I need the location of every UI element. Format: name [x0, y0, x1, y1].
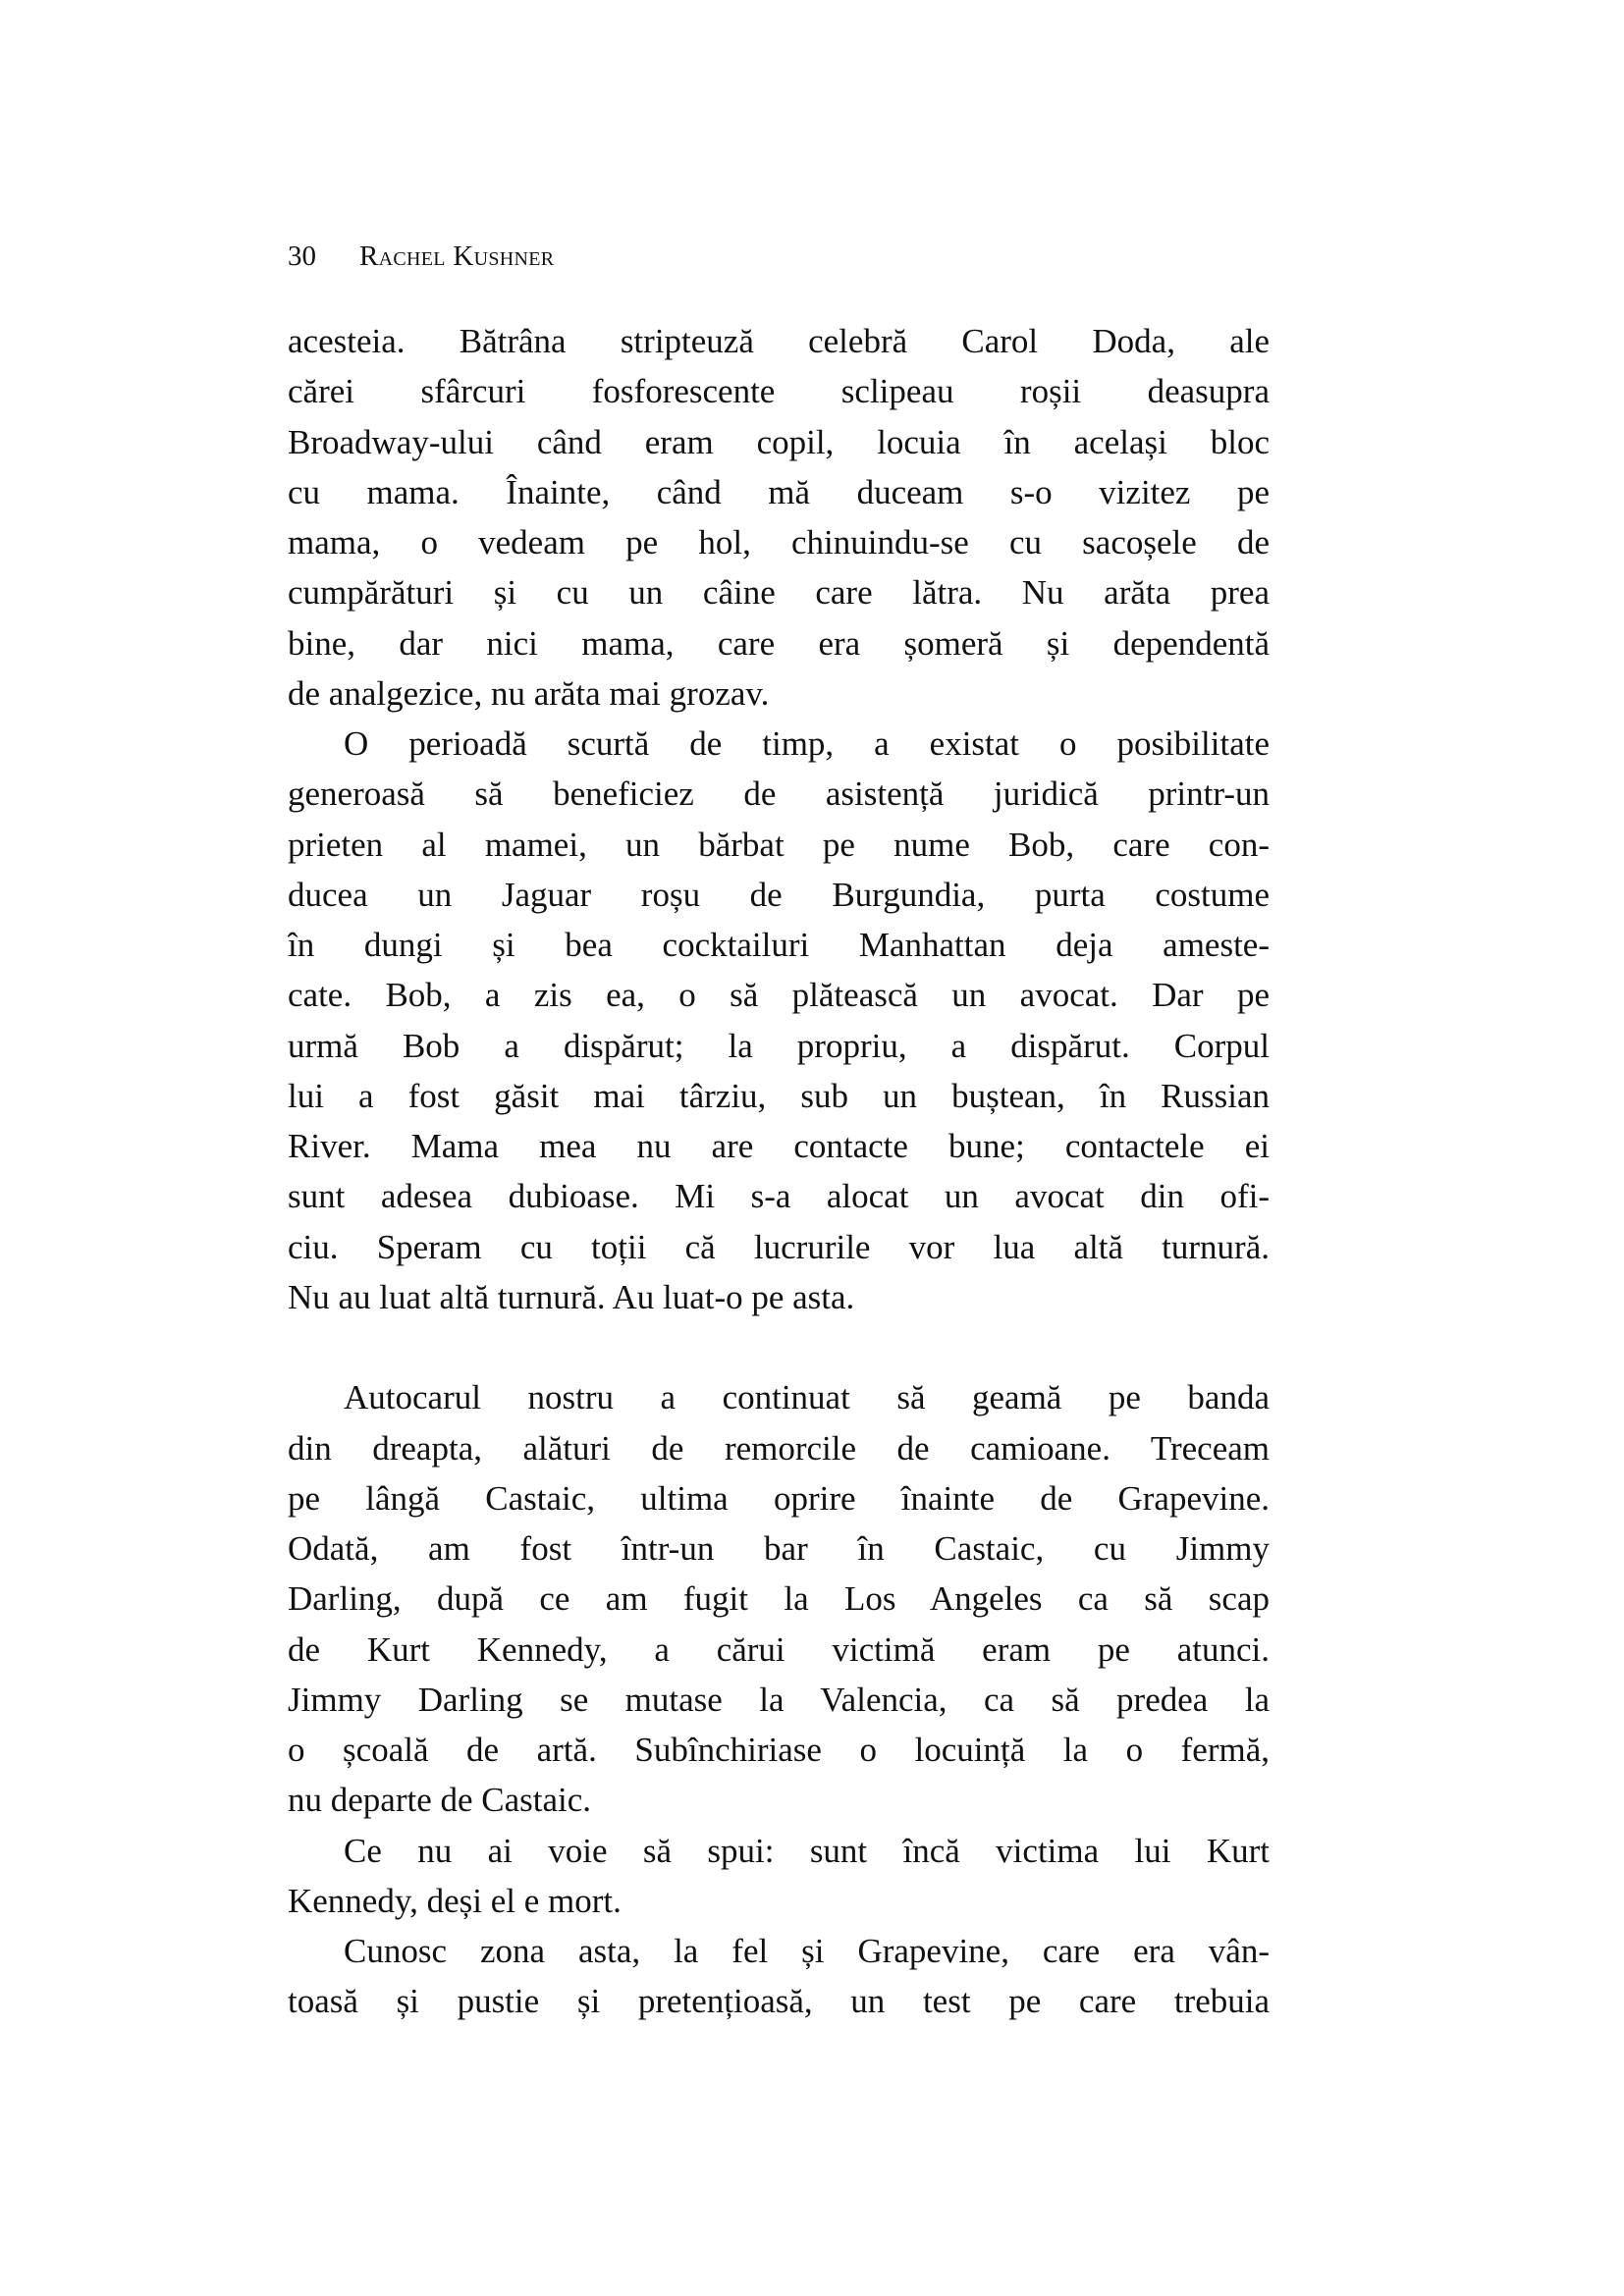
text-line: mama, o vedeam pe hol, chinuindu-se cu sacoșele de	[288, 523, 1270, 561]
text-line: River. Mama mea nu are contacte bune; contactele ei	[288, 1127, 1270, 1165]
section-break	[288, 1322, 1270, 1372]
text-line: Autocarul nostru a continuat să geamă pe banda	[344, 1378, 1270, 1417]
text-line: Ce nu ai voie să spui: sunt încă victima lui Kurt	[344, 1831, 1270, 1870]
text-line: în dungi și bea cocktailuri Manhattan deja ameste-	[288, 926, 1270, 964]
text-line: Cunosc zona asta, la fel și Grapevine, care era vân-	[344, 1932, 1270, 1970]
text-line: de Kurt Kennedy, a cărui victimă eram pe atunci.	[288, 1629, 1270, 1669]
running-head-author: Rachel Kushner	[359, 240, 555, 272]
text-line: pe lângă Castaic, ultima oprire înainte de Grapevine.	[288, 1478, 1270, 1518]
text-line: cu mama. Înainte, când mă duceam s-o vizitez pe	[288, 472, 1270, 511]
paragraph	[288, 1926, 1270, 2027]
text-line: urmă Bob a dispărut; la propriu, a dispărut. Corpul	[288, 1026, 1270, 1065]
page-number: 30	[288, 240, 316, 272]
text-line: toasă și pustie și pretențioasă, un test pe care trebuia	[288, 1982, 1270, 2021]
text-line: Broadway-ului când eram copil, locuia în același bloc	[288, 422, 1270, 461]
text-line: ducea un Jaguar roșu de Burgundia, purta costume	[288, 875, 1270, 914]
text-line: prieten al mamei, un bărbat pe nume Bob, care con-	[288, 825, 1270, 864]
text-line: generoasă să beneficiez de asistență juridică printr-un	[288, 774, 1270, 814]
body-text	[288, 316, 1270, 2027]
text-line: O perioadă scurtă de timp, a existat o posibilitate	[344, 724, 1270, 763]
text-line: nu departe de Castaic.	[288, 1781, 592, 1820]
text-line: bine, dar nici mama, care era șomeră și dependentă	[288, 623, 1270, 663]
text-line: Nu au luat altă turnură. Au luat-o pe asta.	[288, 1277, 855, 1316]
paragraph	[288, 719, 1270, 1322]
running-head	[288, 240, 554, 273]
text-line: cate. Bob, a zis ea, o să plătească un avocat. Dar pe	[288, 976, 1270, 1015]
text-line: din dreapta, alături de remorcile de camioane. Treceam	[288, 1428, 1270, 1468]
text-line: cumpărături și cu un câine care lătra. Nu arăta prea	[288, 573, 1270, 613]
paragraph	[288, 316, 1270, 719]
text-line: lui a fost găsit mai târziu, sub un buștean, în Russian	[288, 1076, 1270, 1115]
text-line: sunt adesea dubioase. Mi s-a alocat un avocat din ofi-	[288, 1177, 1270, 1216]
text-line: de analgezice, nu arăta mai grozav.	[288, 673, 770, 713]
text-line: o școală de artă. Subînchiriase o locuință la o fermă,	[288, 1731, 1270, 1769]
text-line: acesteia. Bătrâna stripteuză celebră Carol Doda, ale	[288, 322, 1270, 360]
text-line: ciu. Speram cu toții că lucrurile vor lua altă turnură.	[288, 1227, 1270, 1266]
paragraph	[288, 1372, 1270, 1825]
text-line: Jimmy Darling se mutase la Valencia, ca să predea la	[288, 1680, 1270, 1719]
text-line: Odată, am fost într-un bar în Castaic, cu Jimmy	[288, 1529, 1270, 1568]
text-line: Darling, după ce am fugit la Los Angeles ca să scap	[288, 1579, 1270, 1619]
text-line: Kennedy, deși el e mort.	[288, 1881, 622, 1920]
text-line: cărei sfârcuri fosforescente sclipeau roșii deasupra	[288, 372, 1270, 411]
paragraph	[288, 1826, 1270, 1927]
